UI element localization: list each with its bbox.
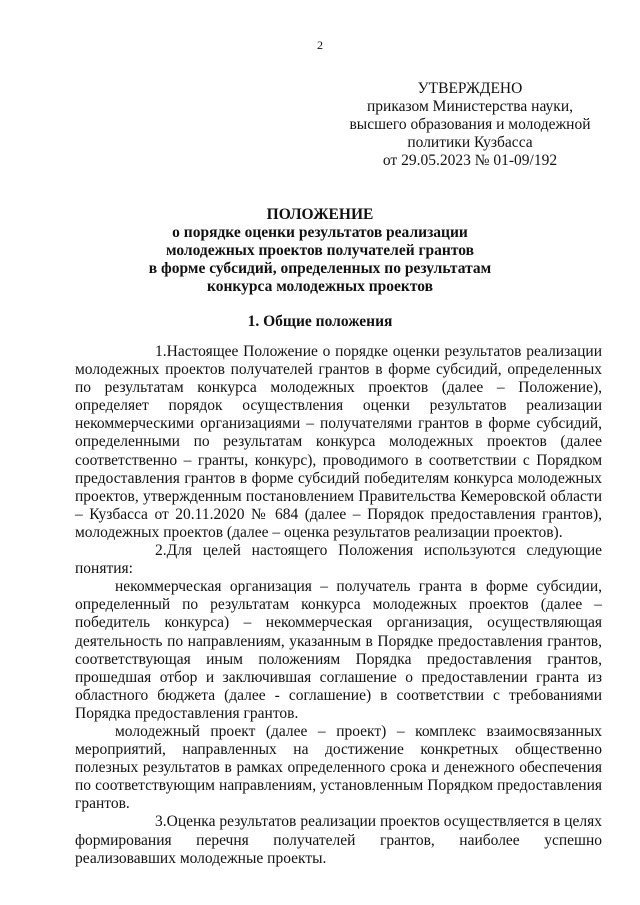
body-text: [75, 343, 602, 868]
paragraph: [75, 578, 602, 723]
title-line: о порядке оценки результатов реализации: [172, 224, 468, 241]
approval-stamp: [335, 80, 605, 170]
page-number: 2: [317, 38, 323, 52]
paragraph-text: некоммерческая организация – получатель гранта в форме субсидии, определенный по результатам конкурса молодежных проектов (далее – победитель конкурса) – некоммерческая организация, осуществляющая деятельность по направлениям, указанным в Порядке предоставления грантов, соответствующая иным положениям Порядка предоставления грантов, прошедшая отбор и заключившая соглашение о предоставлении гранта из областного бюджета (далее - соглашение) в соответствии с требованиями Порядка предоставления грантов.: [75, 578, 602, 722]
paragraph: [75, 343, 602, 542]
title-line: в форме субсидий, определенных по результатам: [148, 260, 492, 277]
section-heading: 1. Общие положения: [247, 313, 393, 330]
approval-line: приказом Министерства науки,: [367, 98, 573, 115]
title-line: ПОЛОЖЕНИЕ: [266, 206, 374, 223]
paragraph-text: Для целей настоящего Положения используются следующие понятия:: [75, 542, 602, 578]
paragraph-number: 1.: [155, 343, 167, 360]
title-line: конкурса молодежных проектов: [207, 278, 433, 295]
approval-line: УТВЕРЖДЕНО: [417, 80, 523, 97]
approval-line: высшего образования и молодежной: [349, 116, 591, 133]
paragraph-text: Оценка результатов реализации проектов осуществляется в целях формирования перечня получателей грантов, наиболее успешно реализовавших молодежные проекты.: [75, 813, 602, 867]
paragraph-number: 3.: [155, 813, 167, 831]
document-title: [60, 206, 580, 296]
approval-line: политики Кузбасса: [407, 134, 533, 151]
approval-line: от 29.05.2023 № 01-09/192: [382, 152, 558, 169]
paragraph-text: молодежный проект (далее – проект) – комплекс взаимосвязанных мероприятий, направленных на достижение конкретных общественно полезных результатов в рамках определенного срока и денежного обеспечения по соответствующим направлениям, установленным Порядком предоставления грантов.: [75, 722, 602, 813]
paragraph: [75, 723, 602, 813]
paragraph-text: Настоящее Положение о порядке оценки результатов реализации молодежных проектов получателей грантов в форме субсидий, определенных по результатам конкурса молодежных проектов (далее – Положение), определяет порядок осуществления оценки результатов реализации некоммерческими организациями – получателями грантов в форме субсидий, определенными по результатам конкурса молодежных проектов (далее соответственно – гранты, конкурс), проводимого в соответствии с Порядком предоставления грантов в форме субсидий победителям конкурса молодежных проектов, утвержденным постановлением Правительства Кемеровской области – Кузбасса от 20.11.2020 № 684 (далее – Порядок предоставления грантов), молодежных проектов (далее – оценка результатов реализации проектов).: [75, 343, 602, 541]
paragraph: [75, 542, 602, 578]
paragraph: [75, 813, 602, 867]
title-line: молодежных проектов получателей грантов: [165, 242, 475, 259]
paragraph-number: 2.: [155, 542, 167, 560]
